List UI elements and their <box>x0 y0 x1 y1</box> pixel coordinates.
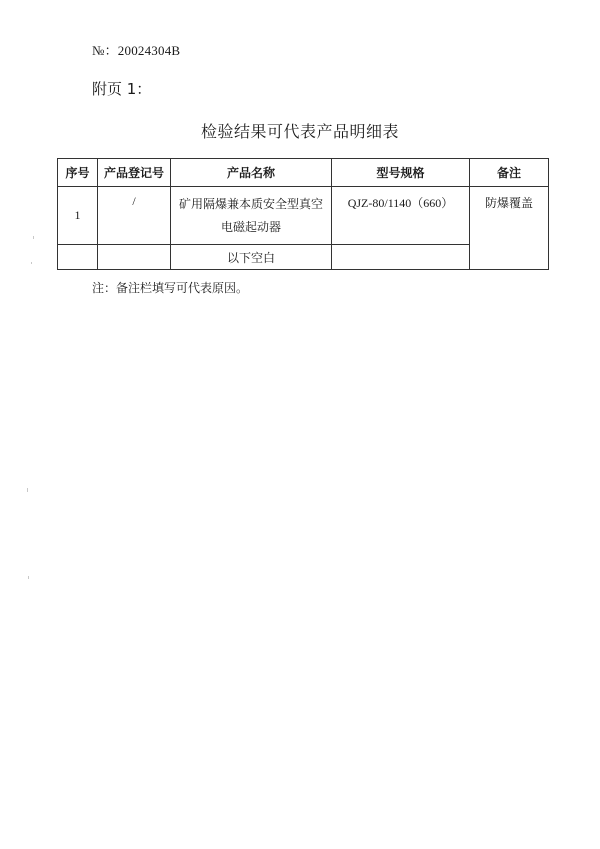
blank-cell-seq <box>58 245 98 270</box>
document-number: №：20024304B <box>92 43 181 58</box>
blank-marker: 以下空白 <box>171 245 332 270</box>
footnote: 注：备注栏填写可代表原因。 <box>92 281 249 295</box>
scan-speck <box>27 488 28 492</box>
header-remark: 备注 <box>470 159 549 187</box>
header-model: 型号规格 <box>332 159 470 187</box>
appendix-label: 附页 1： <box>92 80 152 98</box>
cell-remark: 防爆覆盖 <box>470 187 549 270</box>
scan-speck <box>33 236 34 239</box>
scan-speck <box>31 262 32 264</box>
page-title: 检验结果可代表产品明细表 <box>200 122 399 141</box>
header-reg-no: 产品登记号 <box>98 159 171 187</box>
scan-speck <box>28 576 29 579</box>
blank-cell-model <box>332 245 470 270</box>
cell-seq: 1 <box>58 187 98 245</box>
header-seq: 序号 <box>58 159 98 187</box>
blank-cell-reg-no <box>98 245 171 270</box>
table-row <box>58 187 549 245</box>
header-product-name: 产品名称 <box>171 159 332 187</box>
cell-reg-no: / <box>98 187 171 245</box>
product-name-line2: 电磁起动器 <box>220 219 281 234</box>
product-name-line1: 矿用隔爆兼本质安全型真空 <box>178 196 323 211</box>
product-detail-table <box>57 158 549 270</box>
table-header-row <box>58 159 549 187</box>
cell-model: QJZ-80/1140（660） <box>332 187 470 245</box>
cell-product-name <box>171 187 332 245</box>
